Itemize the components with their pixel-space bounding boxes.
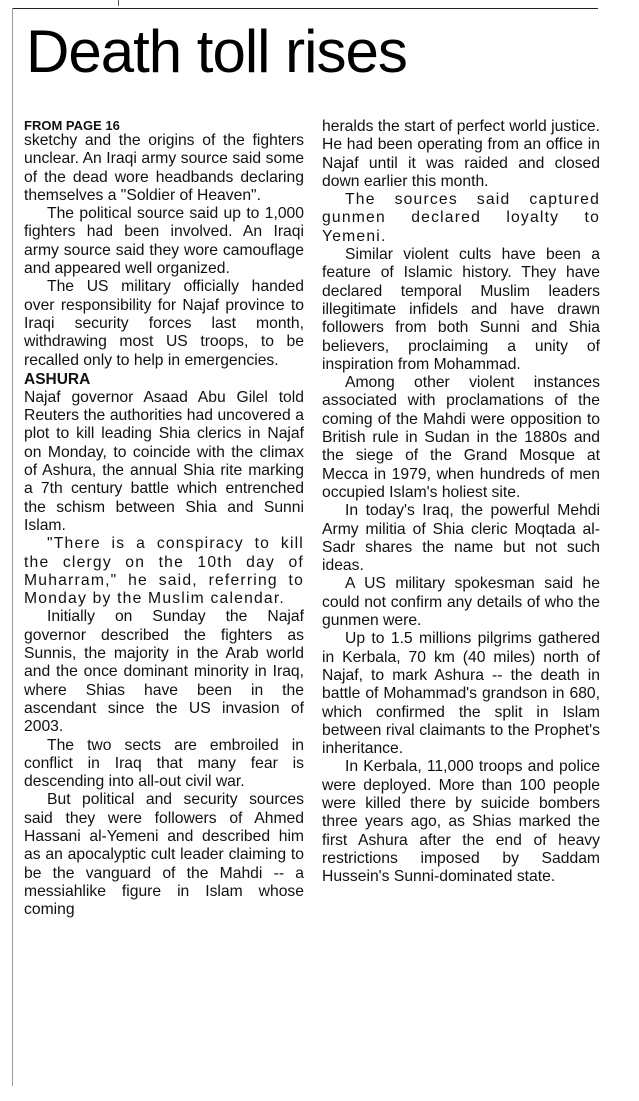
paragraph: Among other violent instances associated with proclamations of the coming of the Mahdi were opposition to British rule in Sudan in the 1880s and the siege of the Grand Mosque at Mecca in 1979, when hundreds of men occupied Islam's holiest site. — [322, 374, 600, 501]
paragraph: A US military spokesman said he could not confirm any details of who the gunmen were. — [322, 575, 600, 630]
continued-from-label: FROM PAGE 16 — [24, 118, 120, 133]
headline: Death toll rises — [26, 18, 407, 85]
paragraph: Similar violent cults have been a feature of Islamic history. They have declared temporal Muslim leaders illegitimate infidels and have drawn followers from both Sunni and Shia believers, proclaiming a unity of inspiration from Mohammad. — [322, 246, 600, 373]
paragraph: "There is a conspiracy to kill the clergy on the 10th day of Muharram," he said, referring to Monday by the Muslim calendar. — [24, 535, 304, 608]
paragraph: But political and security sources said they were followers of Ahmed Hassani al-Yemeni and described him as an apocalyptic cult leader claiming to be the vanguard of the Mahdi -- a messiahlike figure in Islam whose coming — [24, 791, 304, 919]
paragraph: The US military officially handed over responsibility for Najaf province to Iraqi security forces last month, withdrawing most US troops, to be recalled only to help in emergencies. — [24, 278, 304, 369]
paragraph: In Kerbala, 11,000 troops and police were deployed. More than 100 people were killed there by suicide bombers three years ago, as Shias marked the first Ashura after the end of heavy restrictions imposed by Saddam Hussein's Sunni-dominated state. — [322, 758, 600, 886]
paragraph: The political source said up to 1,000 fighters had been involved. An Iraqi army source said they wore camouflage and appeared well organized. — [24, 205, 304, 278]
paragraph: Initially on Sunday the Najaf governor described the fighters as Sunnis, the majority in the Arab world and the once dominant minority in Iraq, where Shias have been in the ascendant since the US invasion of 2003. — [24, 608, 304, 736]
top-rule-tick — [118, 0, 119, 6]
left-column — [24, 118, 304, 919]
paragraph: Up to 1.5 millions pilgrims gathered in Kerbala, 70 km (40 miles) north of Najaf, to mark Ashura -- the death in battle of Mohammad's grandson in 680, which confirmed the split in Islam between rival claimants to the Prophet's inheritance. — [322, 630, 600, 758]
paragraph: The sources said captured gunmen declared loyalty to Yemeni. — [322, 191, 600, 245]
paragraph: In today's Iraq, the powerful Mehdi Army militia of Shia cleric Moqtada al-Sadr shares the name but not such ideas. — [322, 502, 600, 575]
paragraph: The two sects are embroiled in conflict in Iraq that many fear is descending into all-out civil war. — [24, 736, 304, 791]
subhead: ASHURA — [24, 370, 91, 388]
paragraph: heralds the start of perfect world justice. He had been operating from an office in Najaf until it was raided and closed down earlier this month. — [322, 118, 600, 190]
paragraph: sketchy and the origins of the fighters unclear. An Iraqi army source said some of the dead wore headbands declaring themselves a "Soldier of Heaven". — [24, 132, 304, 204]
paragraph: Najaf governor Asaad Abu Gilel told Reuters the authorities had uncovered a plot to kill leading Shia clerics in Najaf on Monday, to coincide with the climax of Ashura, the annual Shia rite marking a 7th century battle which entrenched the schism between Shia and Sunni Islam. — [24, 388, 304, 534]
right-column — [322, 118, 600, 886]
left-margin-rule — [12, 8, 13, 1086]
top-rule — [12, 8, 598, 9]
